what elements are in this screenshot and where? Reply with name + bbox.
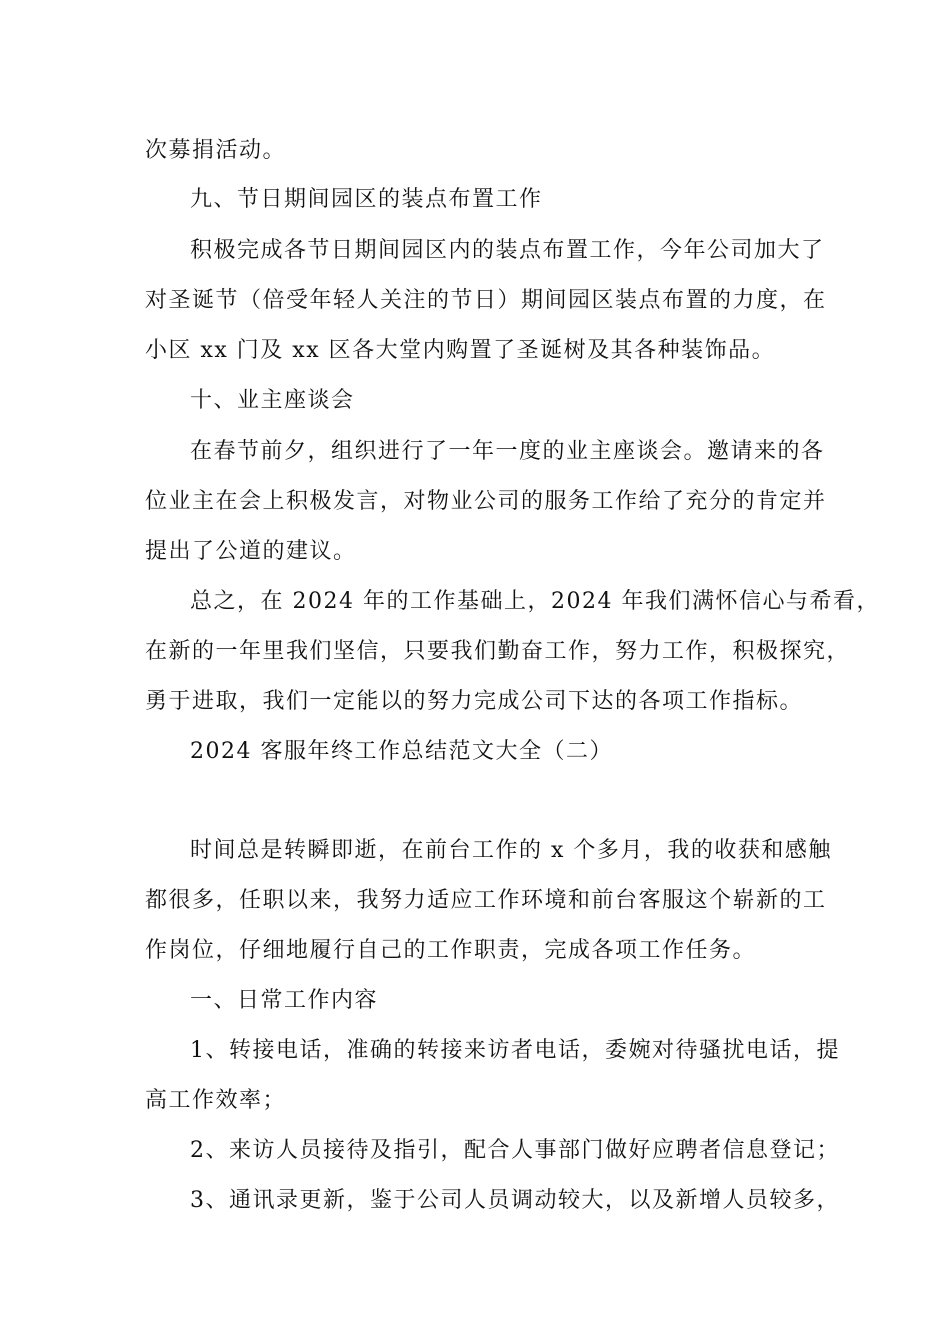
list-item-continuation: 高工作效率； xyxy=(145,1088,287,1113)
body-text-line: 在新的一年里我们坚信，只要我们勤奋工作，努力工作，积极探究， xyxy=(145,639,851,664)
section-heading: 九、节日期间园区的装点布置工作 xyxy=(190,187,543,212)
body-text-line: 总之，在 2024 年的工作基础上，2024 年我们满怀信心与希看， xyxy=(190,589,880,614)
body-text-line: 时间总是转瞬即逝，在前台工作的 x 个多月，我的收获和感触 xyxy=(190,838,832,863)
list-item: 3、通讯录更新，鉴于公司人员调动较大，以及新增人员较多， xyxy=(190,1188,840,1213)
list-item: 1、转接电话，准确的转接来访者电话，委婉对待骚扰电话，提 xyxy=(190,1038,840,1063)
body-text-line: 积极完成各节日期间园区内的装点布置工作，今年公司加大了 xyxy=(190,238,825,263)
body-text-line: 小区 xx 门及 xx 区各大堂内购置了圣诞树及其各种装饰品。 xyxy=(145,338,776,363)
body-text-line: 作岗位，仔细地履行自己的工作职责，完成各项工作任务。 xyxy=(145,938,757,963)
body-text-line: 对圣诞节（倍受年轻人关注的节日）期间园区装点布置的力度，在 xyxy=(145,288,827,313)
body-text-line: 都很多，任职以来，我努力适应工作环境和前台客服这个崭新的工 xyxy=(145,888,827,913)
list-item: 2、来访人员接待及指引，配合人事部门做好应聘者信息登记； xyxy=(190,1138,840,1163)
body-text-line: 在春节前夕，组织进行了一年一度的业主座谈会。邀请来的各 xyxy=(190,439,825,464)
body-text-line: 位业主在会上积极发言，对物业公司的服务工作给了充分的肯定并 xyxy=(145,489,827,514)
section-heading: 十、业主座谈会 xyxy=(190,388,355,413)
document-subtitle: 2024 客服年终工作总结范文大全（二） xyxy=(190,739,613,764)
section-heading: 一、日常工作内容 xyxy=(190,988,379,1013)
body-text-line: 提出了公道的建议。 xyxy=(145,539,357,564)
body-text-line: 勇于进取，我们一定能以的努力完成公司下达的各项工作指标。 xyxy=(145,689,804,714)
body-text-line: 次募捐活动。 xyxy=(145,138,287,163)
